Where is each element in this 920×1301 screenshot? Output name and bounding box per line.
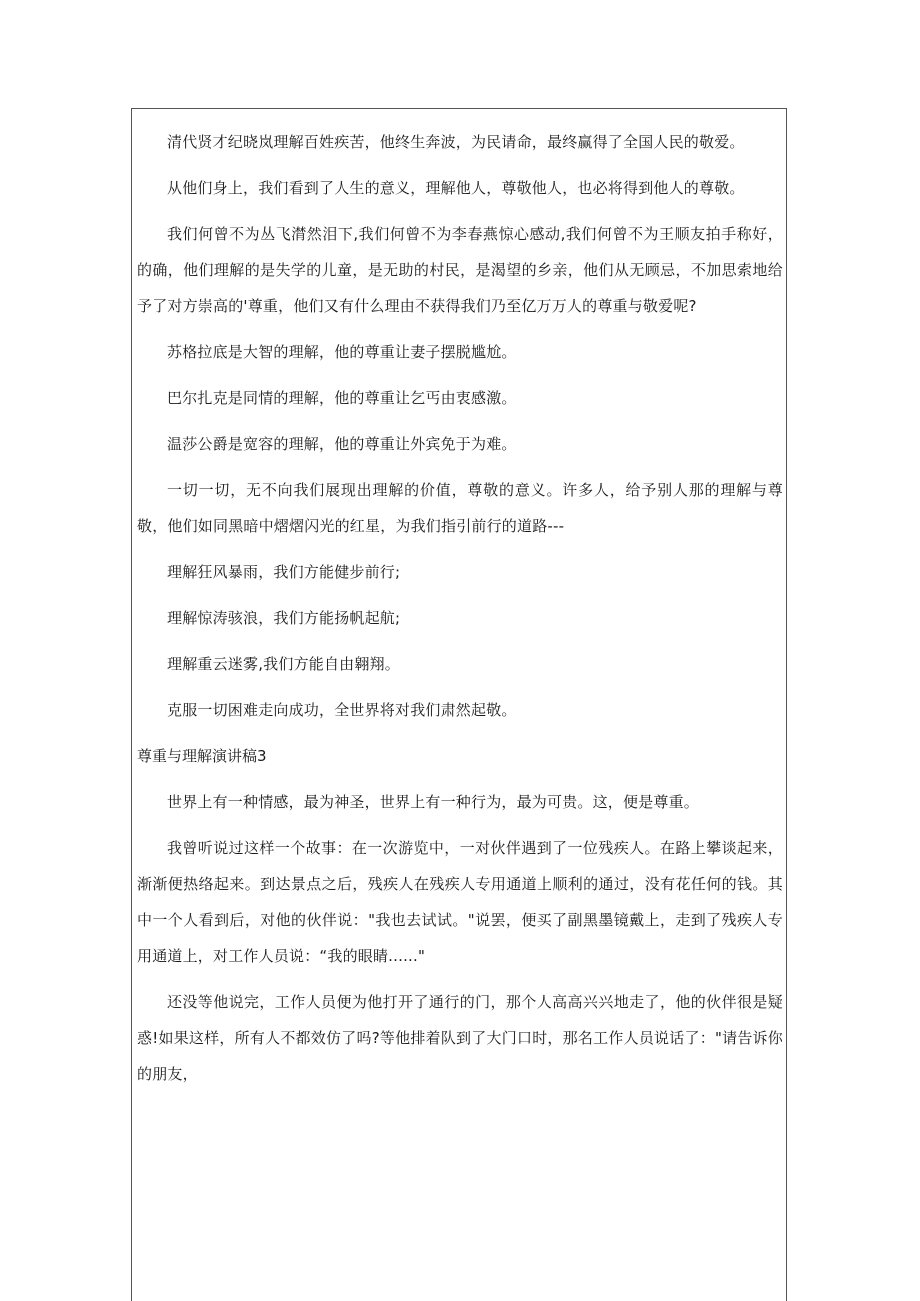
paragraph: 从他们身上，我们看到了人生的意义，理解他人，尊敬他人，也必将得到他人的尊敬。: [167, 179, 745, 197]
paragraph: 温莎公爵是宽容的理解，他的尊重让外宾免于为难。: [167, 435, 517, 453]
section-heading: 尊重与理解演讲稿3: [137, 747, 267, 765]
paragraph: 世界上有一种情感，最为神圣，世界上有一种行为，最为可贵。这，便是尊重。: [167, 793, 700, 811]
paragraph: 我们何曾不为丛飞潸然泪下,我们何曾不为李春燕惊心感动,我们何曾不为王顺友拍手称好，的确，他们理解的是失学的儿童，是无助的村民，是渴望的乡亲，他们从无顾忌，不加思索地给予了对方崇高的'尊重，他们又有什么理由不获得我们乃至亿万万人的尊重与敬爱呢?: [137, 225, 783, 315]
paragraph: 理解重云迷雾,我们方能自由翱翔。: [167, 655, 400, 673]
paragraph: 理解惊涛骇浪，我们方能扬帆起航;: [167, 609, 401, 627]
paragraph: 苏格拉底是大智的理解，他的尊重让妻子摆脱尴尬。: [167, 343, 517, 361]
paragraph: 一切一切，无不向我们展现出理解的价值，尊敬的意义。许多人，给予别人那的理解与尊敬，他们如同黑暗中熠熠闪光的红星，为我们指引前行的道路---: [137, 481, 783, 535]
document-body: [137, 124, 783, 1092]
paragraph: 还没等他说完，工作人员便为他打开了通行的门，那个人高高兴兴地走了，他的伙伴很是疑惑!如果这样，所有人不都效仿了吗?等他排着队到了大门口时，那名工作人员说话了："请告诉你的朋友，: [137, 993, 783, 1083]
paragraph: 巴尔扎克是同情的理解，他的尊重让乞丐由衷感激。: [167, 389, 517, 407]
paragraph: 理解狂风暴雨，我们方能健步前行;: [167, 563, 401, 581]
paragraph: 清代贤才纪晓岚理解百姓疾苦，他终生奔波，为民请命，最终赢得了全国人民的敬爱。: [167, 133, 745, 151]
paragraph: 我曾听说过这样一个故事：在一次游览中，一对伙伴遇到了一位残疾人。在路上攀谈起来，渐渐便热络起来。到达景点之后，残疾人在残疾人专用通道上顺利的通过，没有花任何的钱。其中一个人看到后，对他的伙伴说："我也去试试。"说罢，便买了副黑墨镜戴上，走到了残疾人专用通道上，对工作人员说：“我的眼睛......": [137, 839, 783, 965]
paragraph: 克服一切困难走向成功，全世界将对我们肃然起敬。: [167, 701, 517, 719]
